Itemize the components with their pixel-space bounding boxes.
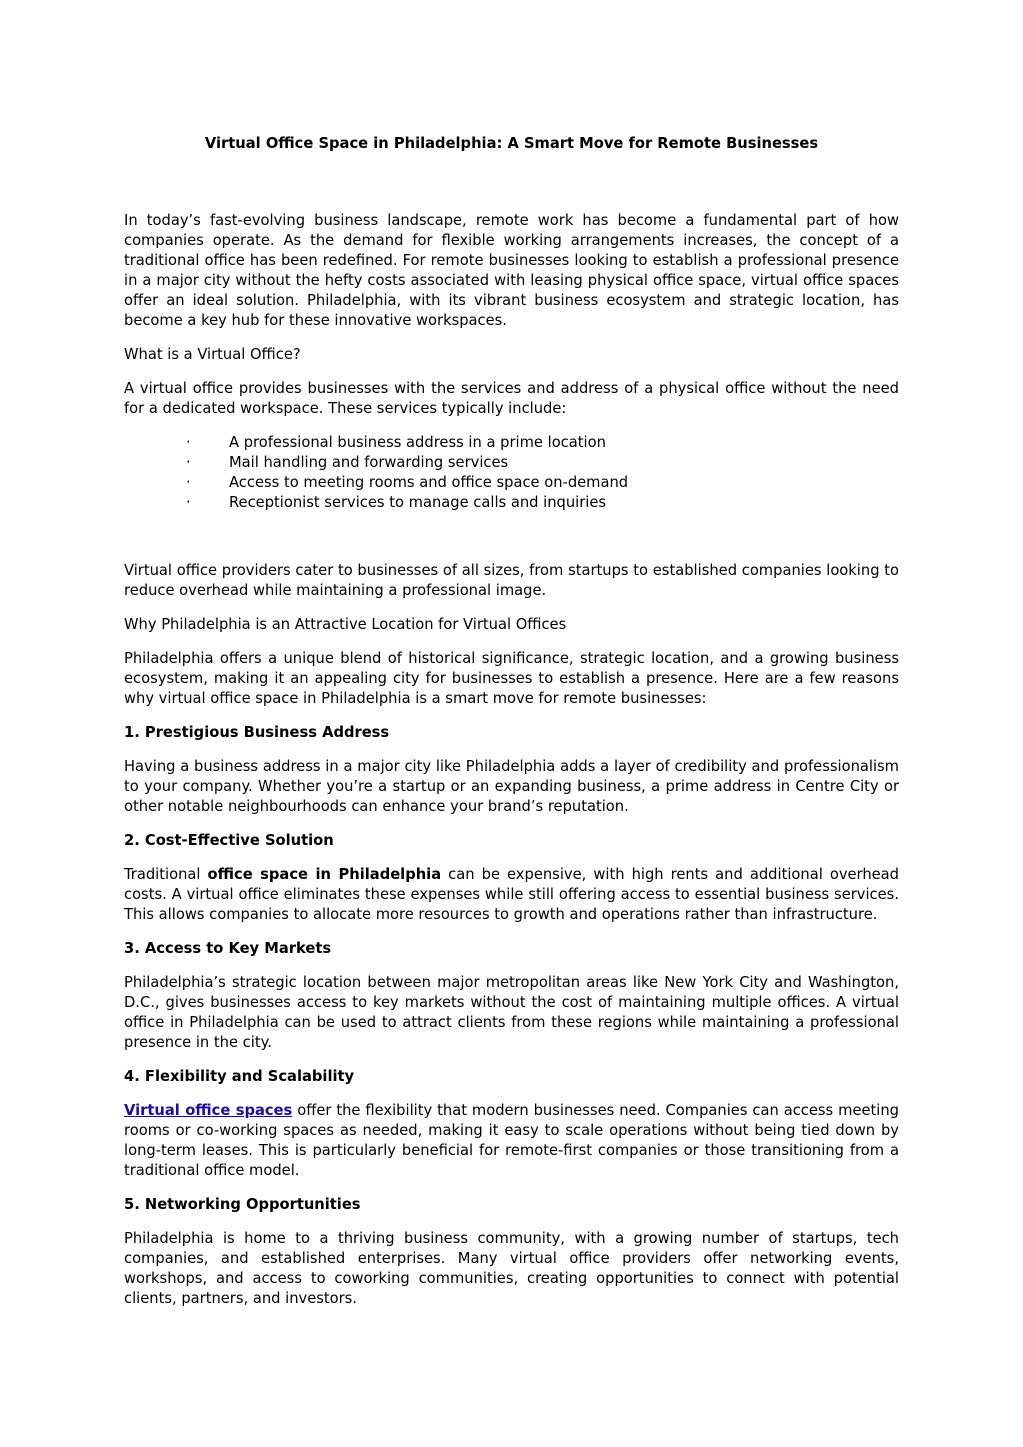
- section-body-prestigious: Having a business address in a major city like Philadelphia adds a layer of credibility and professionalism to your company. Whether you’re a startup or an expanding business, a prime address in Centre City or other notable neighbourhoods can enhance your brand’s reputation.: [124, 758, 899, 815]
- what-heading: What is a Virtual Office?: [124, 346, 301, 363]
- bullet-icon: ·: [186, 494, 191, 511]
- services-list: [124, 433, 899, 513]
- why-heading: Why Philadelphia is an Attractive Location for Virtual Offices: [124, 616, 567, 633]
- list-item: [124, 473, 899, 493]
- what-body: A virtual office provides businesses with the services and address of a physical office without the need for a dedicated workspace. These services typically include:: [124, 380, 899, 417]
- section-heading-flexibility: 4. Flexibility and Scalability: [124, 1068, 355, 1085]
- list-item-text: Mail handling and forwarding services: [229, 454, 509, 471]
- section-body-flexibility: [124, 1101, 899, 1181]
- section-heading-networking: 5. Networking Opportunities: [124, 1196, 361, 1213]
- list-item-text: A professional business address in a prime location: [229, 434, 606, 451]
- flexibility-text-suffix: offer the flexibility that modern businesses need. Companies can access meeting rooms or co-working spaces as needed, making it easy to scale operations without being tied down by long-term leases. This is particularly beneficial for remote-first companies or those transitioning from a traditional office model.: [124, 1102, 899, 1179]
- bullet-icon: ·: [186, 474, 191, 491]
- section-heading-markets: 3. Access to Key Markets: [124, 940, 332, 957]
- section-heading-cost: 2. Cost-Effective Solution: [124, 832, 334, 849]
- document-page: [124, 134, 899, 1323]
- cost-text-suffix: can be expensive, with high rents and additional overhead costs. A virtual office eliminates these expenses while still offering access to essential business services. This allows companies to allocate more resources to growth and operations rather than infrastructure.: [124, 866, 900, 923]
- section-body-networking: Philadelphia is home to a thriving business community, with a growing number of startups, tech companies, and established enterprises. Many virtual office providers offer networking events, workshops, and access to coworking communities, creating opportunities to connect with potential clients, partners, and investors.: [124, 1230, 899, 1307]
- bullet-icon: ·: [186, 454, 191, 471]
- bullet-icon: ·: [186, 434, 191, 451]
- virtual-office-spaces-link[interactable]: Virtual office spaces: [124, 1102, 293, 1119]
- section-body-cost: [124, 865, 899, 925]
- section-body-markets: Philadelphia’s strategic location between major metropolitan areas like New York City and Washington, D.C., gives businesses access to key markets without the cost of maintaining multiple offices. A virtual office in Philadelphia can be used to attract clients from these regions while maintaining a professional presence in the city.: [124, 974, 899, 1051]
- list-item: [124, 453, 899, 473]
- document-title: Virtual Office Space in Philadelphia: A Smart Move for Remote Businesses: [204, 135, 819, 152]
- cost-text-prefix: Traditional: [124, 866, 208, 883]
- list-item: [124, 493, 899, 513]
- list-item-text: Access to meeting rooms and office space on-demand: [229, 474, 629, 491]
- section-heading-prestigious: 1. Prestigious Business Address: [124, 724, 390, 741]
- list-item-text: Receptionist services to manage calls and inquiries: [229, 494, 607, 511]
- intro-paragraph: In today’s fast-evolving business landscape, remote work has become a fundamental part of how companies operate. As the demand for flexible working arrangements increases, the concept of a traditional office has been redefined. For remote businesses looking to establish a professional presence in a major city without the hefty costs associated with leasing physical office space, virtual office spaces offer an ideal solution. Philadelphia, with its vibrant business ecosystem and strategic location, has become a key hub for these innovative workspaces.: [124, 212, 899, 329]
- list-item: [124, 433, 899, 453]
- office-space-keyword: office space in Philadelphia: [207, 866, 442, 883]
- why-body: Philadelphia offers a unique blend of historical significance, strategic location, and a growing business ecosystem, making it an appealing city for businesses to establish a presence. Here are a few reasons why virtual office space in Philadelphia is a smart move for remote businesses:: [124, 650, 899, 707]
- providers-paragraph: Virtual office providers cater to businesses of all sizes, from startups to established companies looking to reduce overhead while maintaining a professional image.: [124, 562, 899, 599]
